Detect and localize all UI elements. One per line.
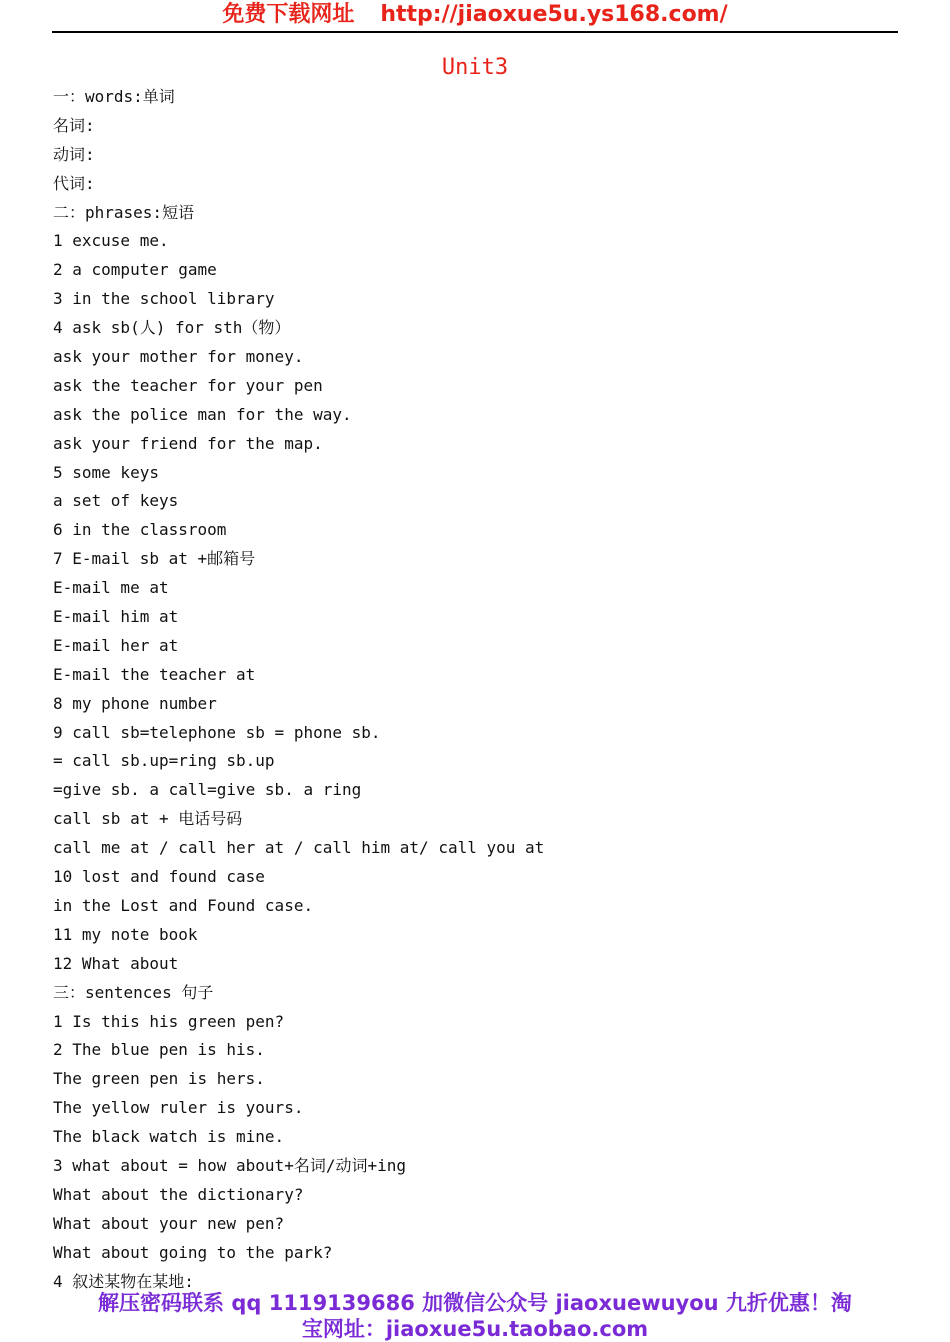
text-line: What about the dictionary? [53, 1184, 304, 1204]
document-body [53, 83, 913, 1296]
text-line: 名词: [53, 115, 95, 135]
text-line: 12 What about [53, 953, 179, 973]
text-line: ask the teacher for your pen [53, 375, 323, 395]
text-line: 9 call sb=telephone sb = phone sb. [53, 722, 381, 742]
text-line: 11 my note book [53, 924, 198, 944]
text-line: What about your new pen? [53, 1213, 285, 1233]
text-line: 3 what about = how about+名词/动词+ing [53, 1155, 406, 1175]
text-line: 5 some keys [53, 462, 159, 482]
text-line: 2 The blue pen is his. [53, 1040, 265, 1060]
text-line: ask your mother for money. [53, 347, 304, 367]
text-line: 3 in the school library [53, 289, 275, 309]
text-line: 6 in the classroom [53, 520, 227, 540]
footer-line-2[interactable]: 宝网址：jiaoxue5u.taobao.com [301, 1317, 649, 1341]
text-line: E-mail the teacher at [53, 664, 256, 684]
text-line: E-mail me at [53, 578, 169, 598]
text-line: in the Lost and Found case. [53, 895, 314, 915]
text-line: 7 E-mail sb at +邮箱号 [53, 549, 256, 569]
text-line: What about going to the park? [53, 1242, 333, 1262]
text-line: The green pen is hers. [53, 1069, 265, 1089]
header-url[interactable]: http://jiaoxue5u.ys168.com/ [380, 2, 728, 27]
text-line: a set of keys [53, 491, 179, 511]
text-line: =give sb. a call=give sb. a ring [53, 780, 362, 800]
text-line: 1 Is this his green pen? [53, 1011, 285, 1031]
header-divider [52, 31, 898, 33]
footer-line-1: 解压密码联系 qq 1119139686 加微信公众号 jiaoxuewuyou 九折优惠！淘 [98, 1291, 852, 1315]
text-line: 1 excuse me. [53, 231, 169, 251]
text-line: call me at / call her at / call him at/ call you at [53, 838, 545, 858]
text-line: 二：phrases:短语 [53, 202, 195, 222]
page-header [0, 0, 950, 30]
text-line: E-mail him at [53, 607, 179, 627]
text-line: 4 叙述某物在某地: [53, 1271, 194, 1291]
text-line: 动词: [53, 144, 95, 164]
text-line: 4 ask sb(人) for sth（物） [53, 318, 291, 338]
text-line: ask your friend for the map. [53, 433, 323, 453]
text-line: 一：words:单词 [53, 87, 175, 106]
text-line: 10 lost and found case [53, 867, 265, 887]
text-line: call sb at + 电话号码 [53, 809, 243, 829]
text-line: The yellow ruler is yours. [53, 1098, 304, 1118]
page-footer [0, 1290, 950, 1342]
header-label: 免费下载网址 [222, 2, 355, 27]
document-title: Unit3 [441, 55, 509, 80]
text-line: 三：sentences 句子 [53, 982, 214, 1002]
text-line: 2 a computer game [53, 260, 217, 280]
text-line: 8 my phone number [53, 693, 217, 713]
text-line: 代词: [53, 173, 95, 193]
text-line: The black watch is mine. [53, 1127, 285, 1147]
text-line: ask the police man for the way. [53, 404, 352, 424]
text-line: E-mail her at [53, 635, 179, 655]
text-line: = call sb.up=ring sb.up [53, 751, 275, 771]
